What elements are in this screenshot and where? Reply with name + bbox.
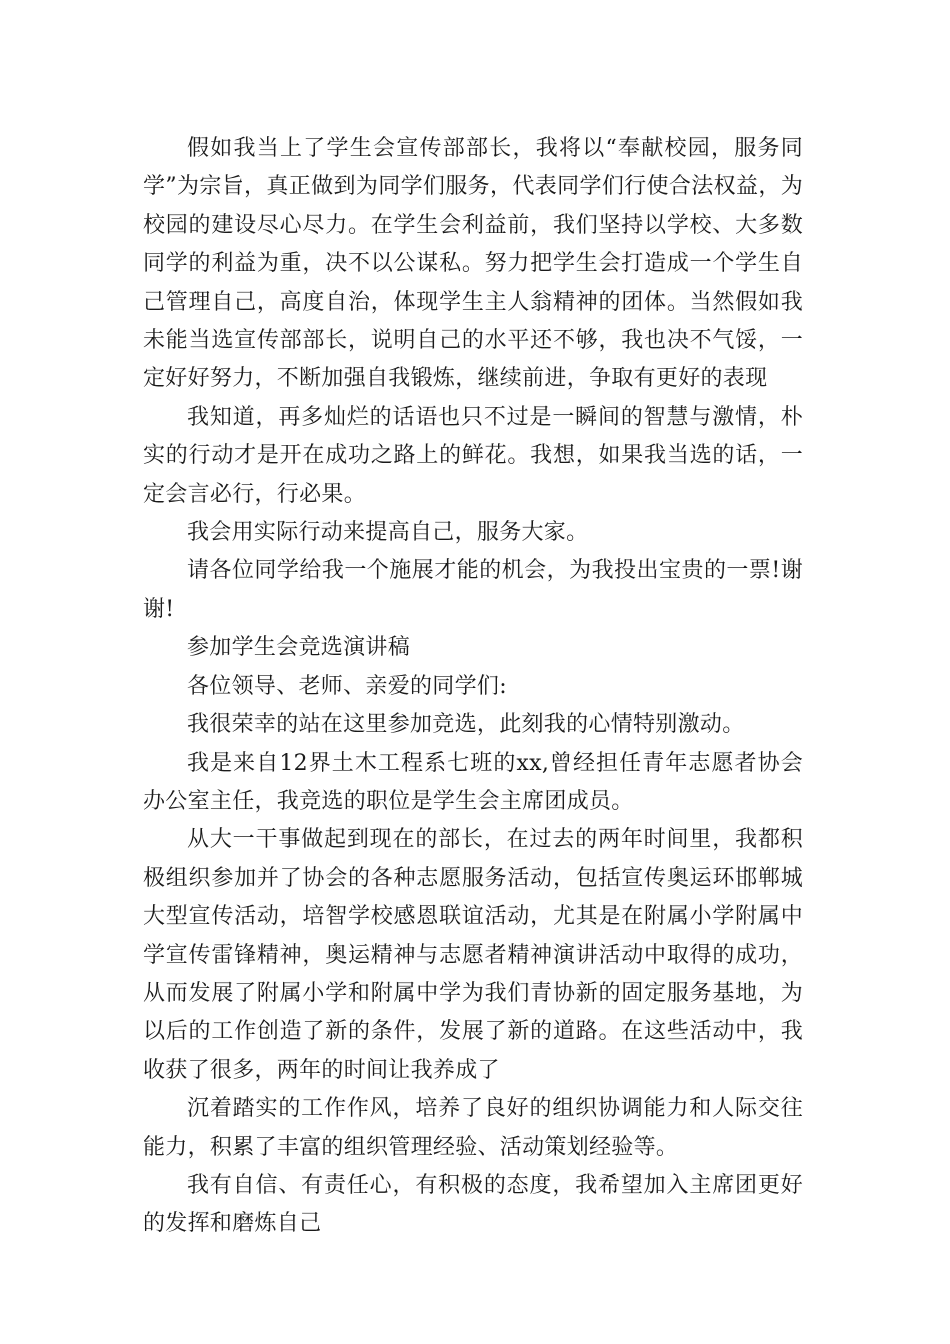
section-title: 参加学生会竞选演讲稿: [187, 635, 411, 661]
paragraph-confidence: 我有自信、有责任心，有积极的态度，我希望加入主席团更好的发挥和磨炼自己: [143, 1172, 803, 1237]
salutation: 各位领导、老师、亲爱的同学们:: [187, 673, 507, 699]
paragraph-work-style: 沉着踏实的工作作风，培养了良好的组织协调能力和人际交往能力，积累了丰富的组织管理经验、活动策划经验等。: [143, 1096, 803, 1160]
paragraph-propaganda-pledge: 假如我当上了学生会宣传部部长，我将以“奉献校园，服务同学”为宗旨，真正做到为同学们服务，代表同学们行使合法权益，为校园的建设尽心尽力。在学生会利益前，我们坚持以学校、大多数同学的利益为重，决不以公谋私。努力把学生会打造成一个学生自己管理自己，高度自治，体现学生主人翁精神的团体。当然假如我未能当选宣传部部长，说明自己的水平还不够，我也决不气馁，一定好好努力，不断加强自我锻炼，继续前进，争取有更好的表现: [143, 136, 803, 392]
paragraph-honored: 我很荣幸的站在这里参加竞选，此刻我的心情特别激动。: [187, 712, 745, 738]
paragraph-serve-everyone: 我会用实际行动来提高自己，服务大家。: [187, 520, 589, 546]
paragraph-vote-request: 请各位同学给我一个施展才能的机会，为我投出宝贵的一票!谢谢!: [143, 558, 803, 622]
paragraph-experience: 从大一干事做起到现在的部长，在过去的两年时间里，我都积极组织参加并了协会的各种志愿服务活动，包括宣传奥运环邯郸城大型宣传活动，培智学校感恩联谊活动，尤其是在附属小学附属中学宣传雷锋精神，奥运精神与志愿者精神演讲活动中取得的成功，从而发展了附属小学和附属中学为我们青协新的固定服务基地，为以后的工作创造了新的条件，发展了新的道路。在这些活动中，我收获了很多，两年的时间让我养成了: [143, 827, 803, 1083]
paragraph-action-speaks: 我知道，再多灿烂的话语也只不过是一瞬间的智慧与激情，朴实的行动才是开在成功之路上的鲜花。我想，如果我当选的话，一定会言必行，行必果。: [143, 404, 803, 507]
document-body: [143, 130, 803, 1244]
paragraph-self-intro: 我是来自12界土木工程系七班的xx,曾经担任青年志愿者协会办公室主任，我竞选的职位是学生会主席团成员。: [143, 750, 803, 814]
